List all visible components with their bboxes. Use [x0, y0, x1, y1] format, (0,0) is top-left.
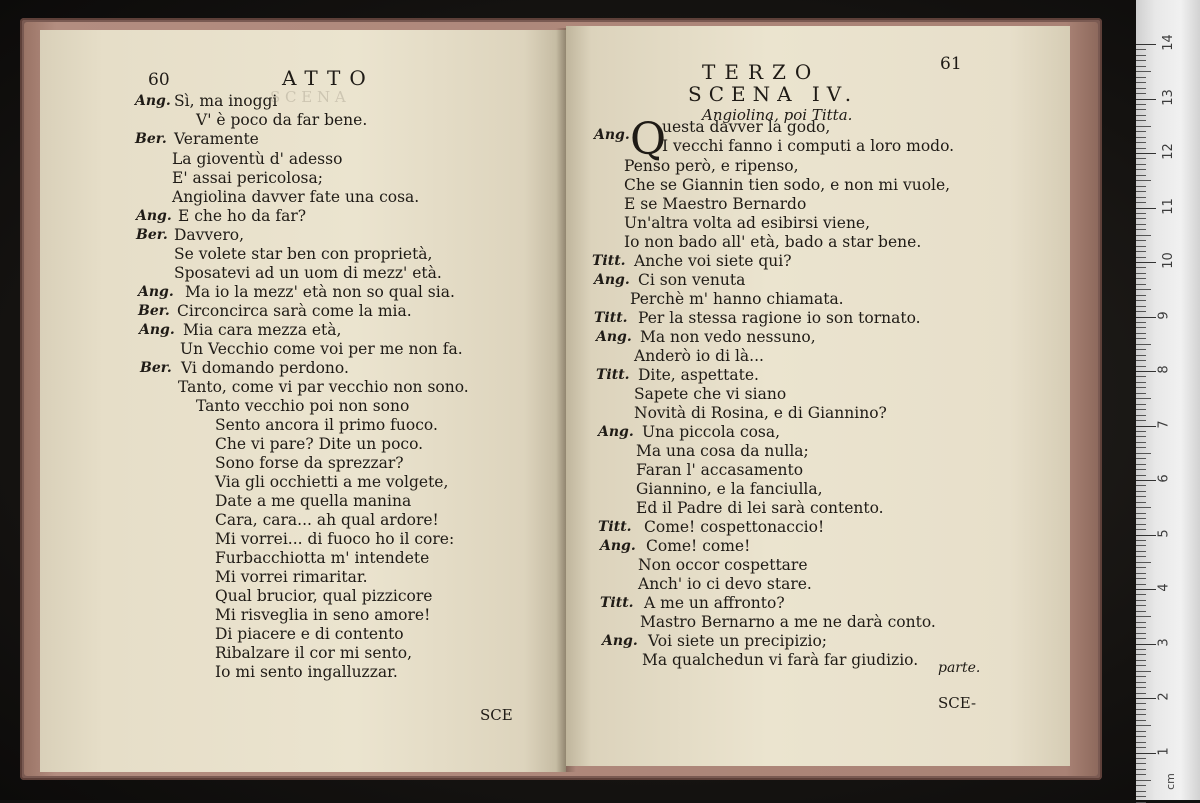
ruler-mm-tick [1136, 289, 1151, 290]
ruler-mm-tick [1136, 246, 1146, 247]
verse-line: Io mi sento ingalluzzar. [215, 663, 398, 681]
ruler-cm-tick [1136, 426, 1156, 427]
ruler-mm-tick [1136, 131, 1146, 132]
ruler-mm-tick [1136, 518, 1146, 519]
ruler-mm-tick [1136, 703, 1146, 704]
ruler-mm-tick [1136, 611, 1146, 612]
ruler-mm-tick [1136, 436, 1146, 437]
measuring-ruler [1136, 0, 1200, 800]
ruler-cm-tick [1136, 153, 1156, 154]
ruler-mm-tick [1136, 731, 1146, 732]
verse-line: Ma una cosa da nulla; [636, 442, 809, 460]
verse-line: Mi risveglia in seno amore! [215, 606, 431, 624]
ruler-mm-tick [1136, 306, 1146, 307]
ruler-mm-tick [1136, 573, 1146, 574]
ruler-cm-tick [1136, 535, 1156, 536]
ruler-mm-tick [1136, 295, 1146, 296]
ruler-mm-tick [1136, 66, 1146, 67]
ruler-cm-label: 4 [1156, 583, 1172, 592]
ruler-mm-tick [1136, 327, 1146, 328]
ruler-unit-label: cm [1163, 773, 1177, 790]
verse-line: Sento ancora il primo fuoco. [215, 416, 438, 434]
ruler-mm-tick [1136, 366, 1146, 367]
ruler-mm-tick [1136, 60, 1146, 61]
ruler-mm-tick [1136, 682, 1146, 683]
verse-line: Mastro Bernarno a me ne darà conto. [640, 613, 936, 631]
ruler-mm-tick [1136, 551, 1146, 552]
verse-line: Ma non vedo nessuno, [640, 328, 816, 346]
verse-line: Di piacere e di contento [215, 625, 404, 643]
ruler-mm-tick [1136, 622, 1146, 623]
ruler-mm-tick [1136, 496, 1146, 497]
catchword: SCE- [938, 694, 977, 712]
ruler-mm-tick [1136, 82, 1146, 83]
ruler-mm-tick [1136, 218, 1146, 219]
ruler-cm-label: 13 [1160, 88, 1176, 106]
speaker-label: Ang. [594, 127, 630, 143]
page-number: 61 [940, 54, 962, 74]
scene-subtitle: Angiolina, poi Titta. [702, 106, 853, 124]
ruler-cm-label: 9 [1156, 310, 1172, 320]
ruler-mm-tick [1136, 524, 1146, 525]
ruler-mm-tick [1136, 273, 1146, 274]
ruler-mm-tick [1136, 600, 1146, 601]
ruler-mm-tick [1136, 349, 1146, 350]
ruler-cm-label: 1 [1156, 746, 1172, 756]
ruler-mm-tick [1136, 235, 1151, 236]
ruler-mm-tick [1136, 529, 1146, 530]
stage-direction: parte. [938, 660, 981, 676]
verse-line: Come! come! [646, 537, 751, 555]
ruler-mm-tick [1136, 785, 1146, 786]
verse-line: Sono forse da sprezzar? [215, 454, 404, 472]
ruler-mm-tick [1136, 229, 1146, 230]
ruler-mm-tick [1136, 71, 1151, 72]
ruler-mm-tick [1136, 93, 1146, 94]
ruler-cm-label: 8 [1156, 365, 1172, 374]
verse-line: Ma qualchedun vi farà far giudizio. [642, 651, 919, 669]
verse-line: Una piccola cosa, [642, 423, 781, 441]
ruler-mm-tick [1136, 251, 1146, 252]
ruler-mm-tick [1136, 556, 1146, 557]
ruler-mm-tick [1136, 442, 1146, 443]
ruler-mm-tick [1136, 398, 1151, 399]
ruler-cm-tick [1136, 317, 1156, 318]
ruler-mm-tick [1136, 322, 1146, 323]
ruler-mm-tick [1136, 578, 1146, 579]
left-page [40, 30, 566, 772]
ruler-mm-tick [1136, 774, 1146, 775]
ruler-mm-tick [1136, 458, 1146, 459]
ruler-mm-tick [1136, 638, 1146, 639]
ruler-mm-tick [1136, 120, 1146, 121]
ruler-cm-tick [1136, 99, 1156, 100]
verse-line: Novità di Rosina, e di Giannino? [634, 404, 887, 422]
speaker-label: Ber. [140, 360, 172, 376]
verse-line: Per la stessa ragione io son tornato. [638, 309, 921, 327]
ruler-mm-tick [1136, 333, 1146, 334]
ruler-mm-tick [1136, 393, 1146, 394]
ruler-cm-tick [1136, 753, 1156, 754]
ruler-cm-tick [1136, 698, 1156, 699]
ruler-mm-tick [1136, 355, 1146, 356]
verse-line: Se volete star ben con proprietà, [174, 245, 433, 263]
ruler-cm-label: 2 [1156, 692, 1172, 701]
verse-line: Ma io la mezz' età non so qual sia. [185, 283, 455, 301]
ruler-mm-tick [1136, 796, 1146, 797]
verse-line: Tanto, come vi par vecchio non sono. [178, 378, 469, 396]
ruler-cm-label: 14 [1160, 34, 1176, 51]
ruler-mm-tick [1136, 213, 1146, 214]
ruler-mm-tick [1136, 513, 1146, 514]
running-head: ATTO [282, 66, 375, 90]
ruler-mm-tick [1136, 649, 1146, 650]
ruler-mm-tick [1136, 720, 1146, 721]
ruler-mm-tick [1136, 137, 1146, 138]
page-number: 60 [148, 70, 170, 90]
ruler-mm-tick [1136, 736, 1146, 737]
speaker-label: Ang. [136, 208, 172, 224]
ruler-mm-tick [1136, 376, 1146, 377]
verse-line: Davvero, [174, 226, 245, 244]
ruler-mm-tick [1136, 311, 1146, 312]
verse-line: Ci son venuta [638, 271, 746, 289]
ruler-mm-tick [1136, 186, 1146, 187]
ruler-mm-tick [1136, 77, 1146, 78]
speaker-label: Ang. [598, 424, 634, 440]
ruler-mm-tick [1136, 109, 1146, 110]
speaker-label: Ang. [138, 284, 174, 300]
verse-line: Perchè m' hanno chiamata. [630, 290, 844, 308]
scene-title: SCENA IV. [688, 82, 859, 106]
ruler-mm-tick [1136, 164, 1146, 165]
speaker-label: Ang. [596, 329, 632, 345]
ruler-mm-tick [1136, 175, 1146, 176]
ruler-mm-tick [1136, 88, 1146, 89]
ruler-mm-tick [1136, 742, 1146, 743]
verse-line: Mi vorrei rimaritar. [215, 568, 368, 586]
ruler-cm-tick [1136, 644, 1156, 645]
ruler-mm-tick [1136, 240, 1146, 241]
verse-line: Circoncirca sarà come la mia. [177, 302, 412, 320]
ruler-cm-tick [1136, 371, 1156, 372]
speaker-label: Ang. [139, 322, 175, 338]
ruler-mm-tick [1136, 485, 1146, 486]
verse-line: Cara, cara... ah qual ardore! [215, 511, 439, 529]
ruler-mm-tick [1136, 464, 1146, 465]
verse-line: Sposatevi ad un uom di mezz' età. [174, 264, 442, 282]
verse-line: Mia cara mezza età, [183, 321, 342, 339]
speaker-label: Titt. [596, 367, 630, 383]
verse-line: Angiolina davver fate una cosa. [172, 188, 420, 206]
ruler-mm-tick [1136, 338, 1146, 339]
speaker-label: Titt. [598, 519, 632, 535]
ruler-cm-label: 6 [1156, 474, 1172, 483]
verse-line: Anderò io di là... [634, 347, 764, 365]
verse-line: Non occor cospettare [638, 556, 808, 574]
ruler-mm-tick [1136, 300, 1146, 301]
ruler-mm-tick [1136, 409, 1146, 410]
ruler-cm-label: 10 [1160, 252, 1176, 269]
ruler-mm-tick [1136, 671, 1151, 672]
ruler-mm-tick [1136, 104, 1146, 105]
speaker-label: Ang. [600, 538, 636, 554]
show-through-text: S C E N A [270, 88, 346, 106]
verse-line: Vi domando perdono. [181, 359, 349, 377]
ruler-mm-tick [1136, 654, 1146, 655]
ruler-mm-tick [1136, 284, 1146, 285]
ruler-mm-tick [1136, 616, 1151, 617]
ruler-mm-tick [1136, 676, 1146, 677]
ruler-mm-tick [1136, 278, 1146, 279]
ruler-mm-tick [1136, 404, 1146, 405]
verse-line: Penso però, e ripenso, [624, 157, 799, 175]
ruler-cm-label: 12 [1160, 143, 1176, 160]
verse-line: Giannino, e la fanciulla, [636, 480, 823, 498]
ruler-cm-tick [1136, 589, 1156, 590]
ruler-mm-tick [1136, 605, 1146, 606]
verse-line: Date a me quella manina [215, 492, 412, 510]
verse-line: La gioventù d' adesso [172, 150, 343, 168]
verse-line: Ed il Padre di lei sarà contento. [636, 499, 884, 517]
ruler-mm-tick [1136, 594, 1146, 595]
ruler-cm-label: 11 [1160, 197, 1176, 215]
ruler-mm-tick [1136, 693, 1146, 694]
ruler-mm-tick [1136, 197, 1146, 198]
verse-line: Un'altra volta ad esibirsi viene, [624, 214, 871, 232]
ruler-mm-tick [1136, 769, 1146, 770]
verse-line: Mi vorrei... di fuoco ho il core: [215, 530, 455, 548]
speaker-label: Titt. [594, 310, 628, 326]
ruler-mm-tick [1136, 633, 1146, 634]
ruler-mm-tick [1136, 142, 1146, 143]
verse-line: Un Vecchio come voi per me non fa. [180, 340, 463, 358]
verse-line: Sì, ma inoggi [174, 92, 278, 110]
verse-line: Come! cospettonaccio! [644, 518, 825, 536]
speaker-label: Ang. [135, 93, 171, 109]
ruler-mm-tick [1136, 758, 1146, 759]
speaker-label: Ang. [594, 272, 630, 288]
ruler-mm-tick [1136, 382, 1146, 383]
verse-line: E se Maestro Bernardo [624, 195, 807, 213]
ruler-mm-tick [1136, 709, 1146, 710]
ruler-cm-label: 5 [1156, 528, 1172, 538]
speaker-label: Ber. [136, 227, 168, 243]
ruler-mm-tick [1136, 687, 1146, 688]
ruler-mm-tick [1136, 180, 1151, 181]
ruler-mm-tick [1136, 257, 1146, 258]
ruler-cm-tick [1136, 44, 1156, 45]
verse-line: uesta davver la godo, [662, 118, 831, 136]
ruler-mm-tick [1136, 747, 1146, 748]
ruler-mm-tick [1136, 763, 1146, 764]
ruler-mm-tick [1136, 169, 1146, 170]
ruler-mm-tick [1136, 420, 1146, 421]
verse-line: Qual brucior, qual pizzicore [215, 587, 433, 605]
verse-line: A me un affronto? [644, 594, 785, 612]
drop-cap: Q [630, 114, 667, 165]
verse-line: Dite, aspettate. [638, 366, 759, 384]
verse-line: Sapete che vi siano [634, 385, 787, 403]
ruler-mm-tick [1136, 627, 1146, 628]
ruler-mm-tick [1136, 584, 1146, 585]
ruler-mm-tick [1136, 49, 1146, 50]
ruler-cm-label: 3 [1156, 637, 1172, 647]
ruler-mm-tick [1136, 344, 1151, 345]
ruler-mm-tick [1136, 447, 1146, 448]
ruler-mm-tick [1136, 540, 1146, 541]
verse-line: Io non bado all' età, bado a star bene. [624, 233, 922, 251]
ruler-mm-tick [1136, 802, 1146, 803]
verse-line: Che vi pare? Dite un poco. [215, 435, 424, 453]
ruler-mm-tick [1136, 431, 1146, 432]
ruler-mm-tick [1136, 725, 1151, 726]
ruler-mm-tick [1136, 791, 1146, 792]
verse-line: Voi siete un precipizio; [648, 632, 827, 650]
speaker-label: Titt. [600, 595, 634, 611]
ruler-mm-tick [1136, 507, 1151, 508]
ruler-mm-tick [1136, 126, 1151, 127]
ruler-mm-tick [1136, 115, 1146, 116]
catchword: SCE [480, 706, 513, 724]
speaker-label: Ang. [602, 633, 638, 649]
verse-line: Veramente [174, 130, 259, 148]
ruler-cm-label: 7 [1156, 419, 1172, 429]
ruler-mm-tick [1136, 475, 1146, 476]
verse-line: Tanto vecchio poi non sono [196, 397, 410, 415]
ruler-mm-tick [1136, 202, 1146, 203]
ruler-mm-tick [1136, 415, 1146, 416]
speaker-label: Ber. [135, 131, 167, 147]
verse-line: Ribalzare il cor mi sento, [215, 644, 413, 662]
ruler-mm-tick [1136, 267, 1146, 268]
verse-line: Che se Giannin tien sodo, e non mi vuole, [624, 176, 951, 194]
ruler-mm-tick [1136, 148, 1146, 149]
verse-line: E' assai pericolosa; [172, 169, 323, 187]
ruler-cm-tick [1136, 262, 1156, 263]
ruler-cm-tick [1136, 208, 1156, 209]
ruler-mm-tick [1136, 665, 1146, 666]
running-head: TERZO [702, 60, 821, 84]
verse-line: Anch' io ci devo stare. [638, 575, 812, 593]
ruler-mm-tick [1136, 780, 1151, 781]
ruler-mm-tick [1136, 387, 1146, 388]
speaker-label: Titt. [592, 253, 626, 269]
ruler-mm-tick [1136, 469, 1146, 470]
ruler-mm-tick [1136, 191, 1146, 192]
ruler-mm-tick [1136, 545, 1146, 546]
ruler-mm-tick [1136, 360, 1146, 361]
ruler-mm-tick [1136, 453, 1151, 454]
verse-line: Anche voi siete qui? [634, 252, 792, 270]
verse-line: Furbacchiotta m' intendete [215, 549, 430, 567]
right-page [566, 26, 1070, 766]
ruler-mm-tick [1136, 224, 1146, 225]
ruler-mm-tick [1136, 502, 1146, 503]
speaker-label: Ber. [138, 303, 170, 319]
ruler-mm-tick [1136, 158, 1146, 159]
ruler-mm-tick [1136, 491, 1146, 492]
verse-line: Faran l' accasamento [636, 461, 804, 479]
verse-line: V' è poco da far bene. [196, 111, 368, 129]
ruler-mm-tick [1136, 562, 1151, 563]
ruler-mm-tick [1136, 567, 1146, 568]
verse-line: Via gli occhietti a me volgete, [215, 473, 449, 491]
ruler-mm-tick [1136, 714, 1146, 715]
ruler-mm-tick [1136, 55, 1146, 56]
verse-line: I vecchi fanno i computi a loro modo. [662, 137, 955, 155]
ruler-cm-tick [1136, 480, 1156, 481]
verse-line: E che ho da far? [178, 207, 307, 225]
ruler-mm-tick [1136, 660, 1146, 661]
